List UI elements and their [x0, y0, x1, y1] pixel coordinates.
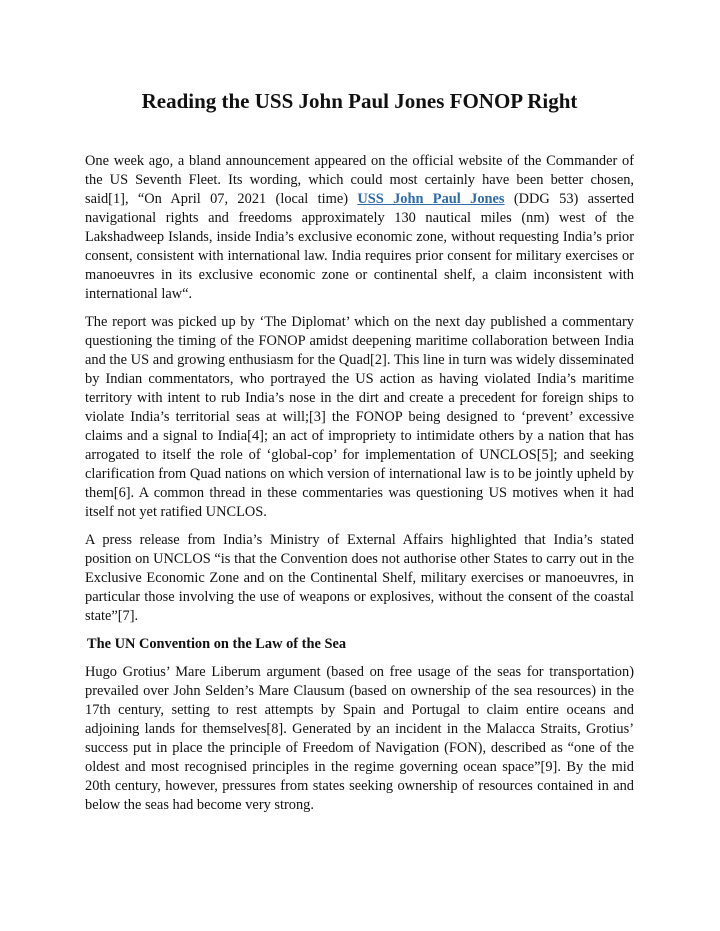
paragraph-1-text-end: (DDG 53) asserted navigational rights and freedoms approximately 130 nautical miles (nm) west of the Lakshadweep Islands, inside India’s exclusive economic zone, without requesting India’s prior consent, consistent with international law. India requires prior consent for military exercises or manoeuvres in its exclusive economic zone or continental shelf, a claim inconsistent with international law“. — [85, 191, 635, 302]
section-heading: The UN Convention on the Law of the Sea — [87, 636, 347, 652]
document-title: Reading the USS John Paul Jones FONOP Right — [141, 89, 578, 113]
paragraph-4: Hugo Grotius’ Mare Liberum argument (based on free usage of the seas for transportation) prevailed over John Selden’s Mare Clausum (based on ownership of the sea resources) in the 17th century, setting to rest attempts by Spain and Portugal to claim entire oceans and adjoining lands for themselves[8]. Generated by an incident in the Malacca Straits, Grotius’ success put in place the principle of Freedom of Navigation (FON), described as “one of the oldest and most recognised principles in the regime governing ocean space”[9]. By the mid 20th century, however, pressures from states seeking ownership of resources contained in and below the seas had become very strong. — [85, 664, 634, 813]
paragraph-3: A press release from India’s Ministry of External Affairs highlighted that India’s stated position on UNCLOS “is that the Convention does not authorise other States to carry out in the Exclusive Economic Zone and on the Continental Shelf, military exercises or manoeuvres, in particular those involving the use of weapons or explosives, without the consent of the coastal state”[7]. — [85, 532, 634, 624]
paragraph-1-text-start: One week ago, a bland announcement appeared on the official website of the Commander of the US Seventh Fleet. Its wording, which could most certainly have been better chosen, said[1], “On April 07, 2021 (local time) — [85, 153, 634, 207]
uss-john-paul-jones-link[interactable]: USS John Paul Jones — [357, 191, 505, 207]
paragraph-2: The report was picked up by ‘The Diplomat’ which on the next day published a commentary questioning the timing of the FONOP amidst deepening maritime collaboration between India and the US and growing enthusiasm for the Quad[2]. This line in turn was widely disseminated by Indian commentators, who portrayed the US action as having violated India’s maritime territory with intent to rub India’s nose in the dirt and create a precedent for foreign ships to violate India’s territorial seas at will;[3] the FONOP being designed to ‘prevent’ excessive claims and a signal to India[4]; an act of impropriety to intimidate others by a nation that has arrogated to itself the role of ‘global-cop’ for implementation of UNCLOS[5]; and seeking clarification from Quad nations on which version of international law is to be jointly upheld by them[6]. A common thread in these commentaries was questioning US motives when it had itself not yet ratified UNCLOS. — [85, 314, 634, 520]
paragraph-1 — [85, 152, 634, 304]
document-body — [85, 152, 634, 815]
